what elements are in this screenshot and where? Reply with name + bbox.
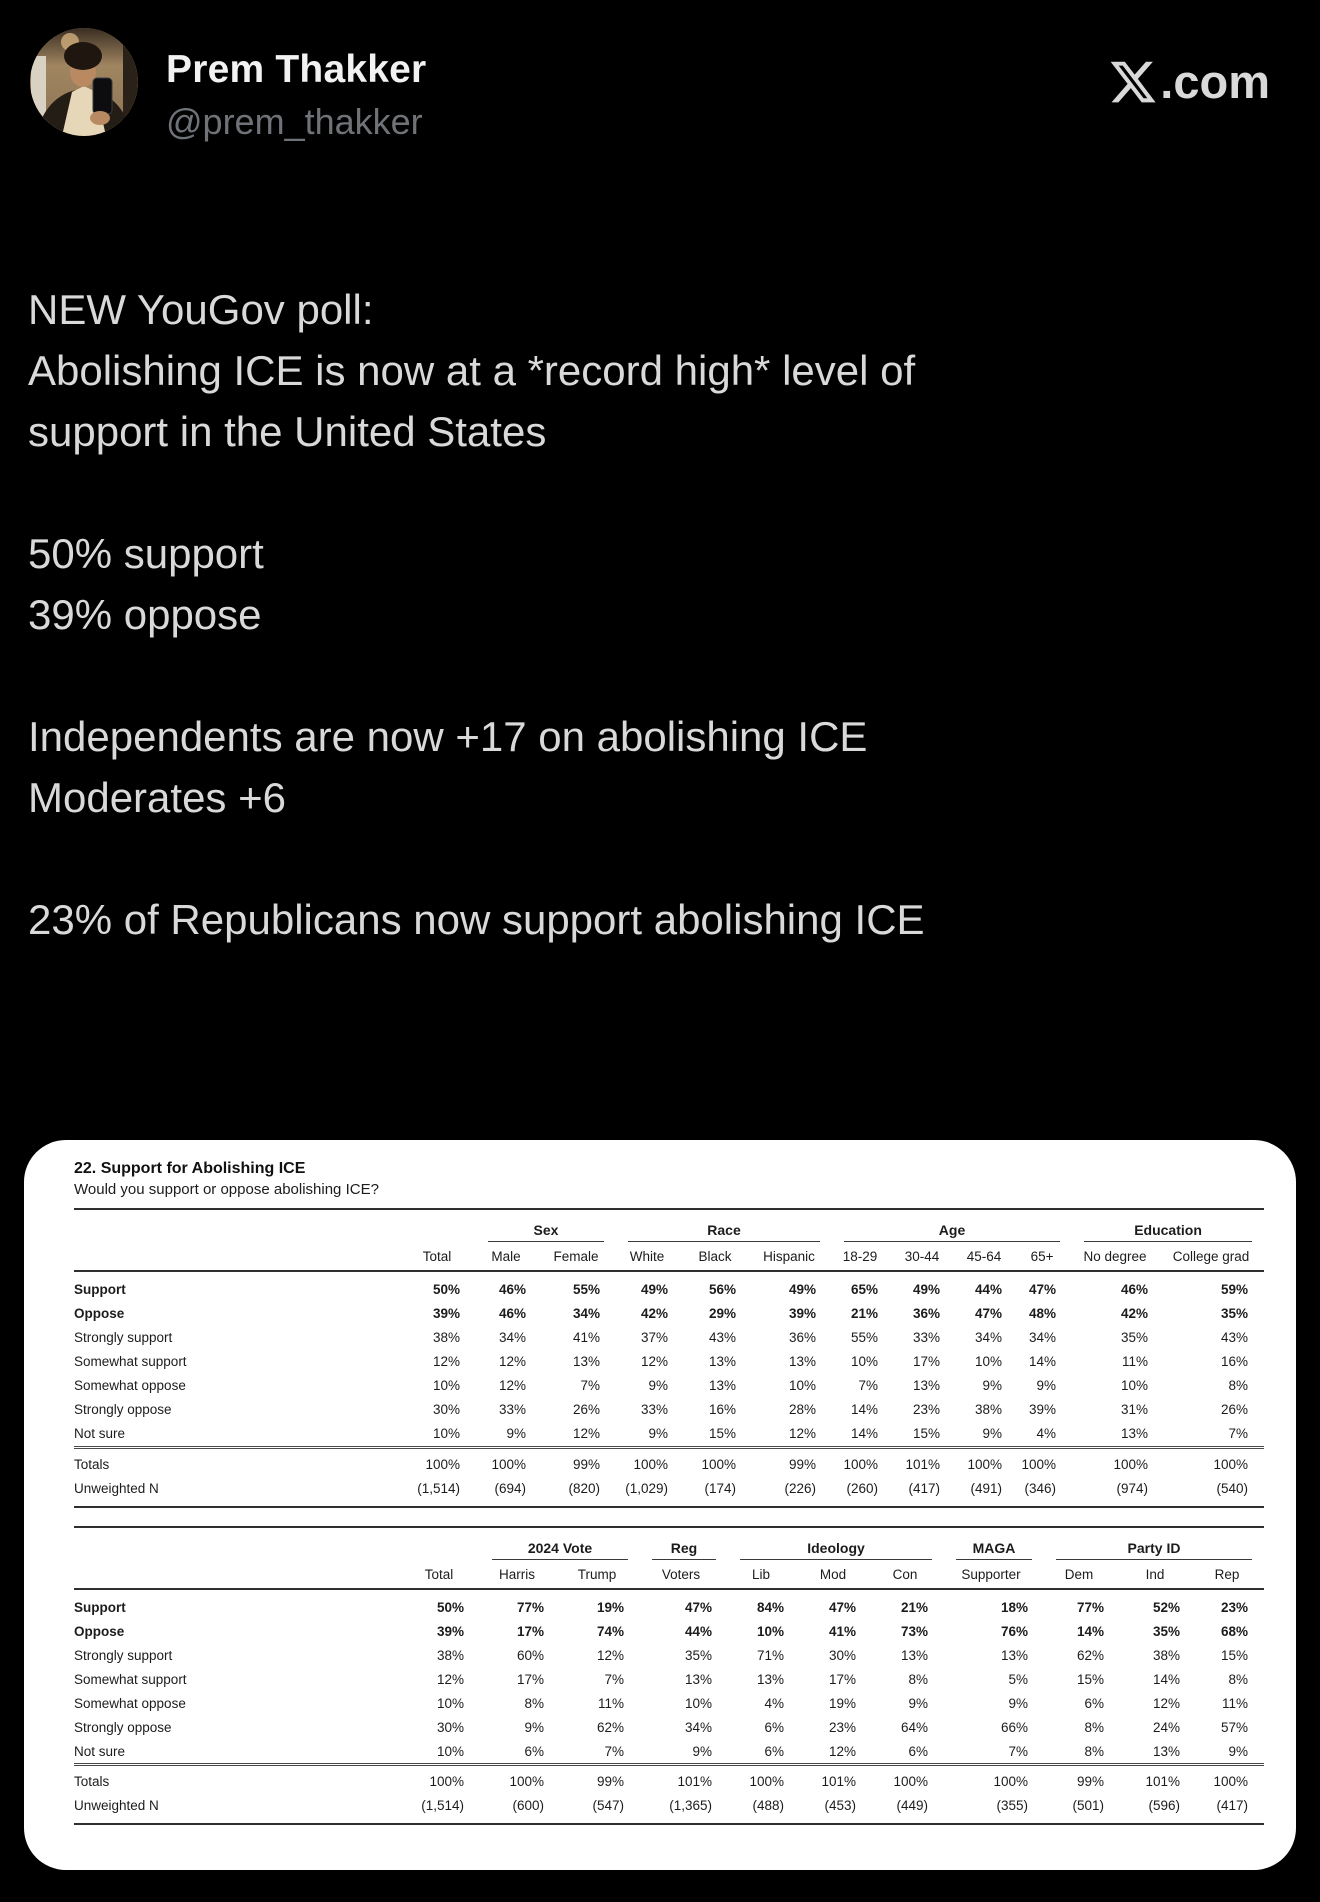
column-group-header: Sex [476,1209,616,1242]
row-label: Unweighted N [74,1476,404,1507]
row-label: Somewhat oppose [74,1695,186,1711]
table-cell: 77% [1076,1599,1104,1615]
table-cell: 101% [894,1447,956,1476]
x-logo-icon [1108,57,1158,107]
table-cell: 9% [648,1426,669,1441]
table-cell: 30% [432,1402,460,1417]
table-cell: 8% [1228,1671,1248,1687]
table-cell: 9% [524,1719,544,1735]
table-cell: 34% [498,1330,526,1345]
table-cell: 42% [1121,1306,1149,1321]
column-header: College grad [1164,1242,1264,1271]
table-cell: 14% [1152,1671,1180,1687]
table-cell: 17% [828,1671,856,1687]
column-group-spacer [404,1209,476,1242]
table-cell: 26% [572,1402,601,1417]
table-cell: 36% [912,1306,941,1321]
table-cell: 19% [596,1599,624,1615]
column-group-spacer [74,1527,404,1560]
table-cell: 35% [1121,1330,1149,1345]
table-cell: 14% [850,1402,879,1417]
column-header: Mod [800,1560,872,1589]
column-group-header: Ideology [728,1527,944,1560]
table-cell: 41% [572,1330,601,1345]
row-label: Strongly oppose [74,1719,172,1735]
row-label: Strongly support [74,1330,173,1345]
column-group-header: MAGA [944,1527,1044,1560]
table-cell: 100% [728,1765,800,1794]
table-cell: 34% [572,1306,601,1321]
table-cell: 13% [756,1671,784,1687]
table-cell: 43% [1221,1330,1249,1345]
table-cell: 52% [1152,1599,1180,1615]
table-cell: 8% [1228,1378,1249,1393]
table-cell: 12% [432,1354,460,1369]
row-label: Somewhat oppose [74,1378,186,1393]
display-name[interactable]: Prem Thakker [166,48,427,91]
column-header: Trump [560,1560,640,1589]
table-cell: (449) [872,1794,944,1825]
table-cell: 23% [828,1719,856,1735]
table-cell: 49% [640,1282,669,1297]
table-cell: 100% [684,1447,752,1476]
site-watermark [1108,54,1270,109]
row-label: Support [74,1282,126,1297]
table-cell: 17% [912,1354,941,1369]
table-cell: 66% [1000,1719,1028,1735]
table-cell: 6% [524,1743,544,1759]
table-cell: 100% [404,1447,476,1476]
table-cell: 11% [597,1695,624,1711]
table-cell: 12% [640,1354,669,1369]
table-cell: 16% [1221,1354,1249,1369]
table-cell: (491) [956,1476,1018,1507]
column-header: 30-44 [894,1242,956,1271]
table-cell: 55% [850,1330,879,1345]
table-cell: 10% [684,1695,712,1711]
table-cell: 7% [604,1743,624,1759]
table-cell: 42% [640,1306,669,1321]
table-cell: 49% [912,1282,941,1297]
table-cell: 26% [1221,1402,1249,1417]
table-cell: 100% [956,1447,1018,1476]
table-cell: 33% [498,1402,526,1417]
table-cell: 5% [1008,1671,1028,1687]
table-cell: 99% [1044,1765,1120,1794]
row-label: Somewhat support [74,1354,187,1369]
table-cell: 38% [436,1647,464,1663]
table-cell: 14% [1029,1354,1057,1369]
table-cell: 46% [498,1306,526,1321]
column-header: Black [684,1242,752,1271]
table-cell: 9% [506,1426,526,1441]
table-cell: 9% [1036,1378,1057,1393]
table-cell: (417) [1196,1794,1264,1825]
table-cell: 99% [542,1447,616,1476]
column-header: Rep [1196,1560,1264,1589]
table-cell: 38% [974,1402,1003,1417]
row-label-column-spacer [74,1242,404,1271]
table-cell: 47% [684,1599,712,1615]
tweet-text [28,218,1296,950]
column-header: 45-64 [956,1242,1018,1271]
table-cell: 100% [1018,1447,1072,1476]
table-cell: 100% [404,1765,480,1794]
table-cell: 13% [912,1378,941,1393]
table-cell: 16% [708,1402,737,1417]
tweet-line: 23% of Republicans now support abolishing ICE [28,896,925,943]
column-header: Con [872,1560,944,1589]
tweet-line: 39% oppose [28,591,262,638]
row-label: Strongly support [74,1647,173,1663]
column-header: Female [542,1242,616,1271]
table-cell: 46% [498,1282,526,1297]
table-cell: 7% [580,1378,601,1393]
table-cell: 7% [1008,1743,1028,1759]
table-cell: 21% [850,1306,879,1321]
table-cell: 38% [432,1330,460,1345]
table-cell: (260) [832,1476,894,1507]
table-cell: 10% [1121,1378,1149,1393]
table-cell: 33% [640,1402,669,1417]
table-cell: 34% [684,1719,712,1735]
table-cell: 100% [944,1765,1044,1794]
table-cell: 76% [1000,1623,1028,1639]
column-group-header: Education [1072,1209,1264,1242]
table-cell: 39% [1029,1402,1057,1417]
table-cell: 6% [764,1743,784,1759]
table-cell: 7% [1228,1426,1249,1441]
row-label: Unweighted N [74,1794,404,1825]
table-cell: 10% [788,1378,817,1393]
row-label: Not sure [74,1426,126,1441]
table-cell: 12% [572,1426,601,1441]
table-cell: 84% [756,1599,784,1615]
table-cell: (974) [1072,1476,1164,1507]
table-cell: 12% [436,1671,464,1687]
column-group-header: Age [832,1209,1072,1242]
table-cell: 17% [516,1623,544,1639]
tweet-line: Independents are now +17 on abolishing ICE [28,713,868,760]
table-cell: 50% [436,1599,464,1615]
table-cell: 13% [708,1378,737,1393]
table-cell: (453) [800,1794,872,1825]
table-cell: 7% [604,1671,624,1687]
table-cell: 10% [436,1743,464,1759]
tweet-line: 50% support [28,530,264,577]
table-cell: 47% [1029,1282,1057,1297]
table-cell: (1,514) [404,1794,480,1825]
table-cell: 13% [900,1647,928,1663]
table-cell: (540) [1164,1476,1264,1507]
table-cell: 100% [1196,1765,1264,1794]
column-header: Voters [640,1560,728,1589]
table-cell: 9% [982,1426,1003,1441]
table-cell: 12% [828,1743,856,1759]
table-cell: 10% [432,1378,460,1393]
table-cell: 9% [692,1743,712,1759]
table-cell: (355) [944,1794,1044,1825]
table-cell: 77% [516,1599,544,1615]
table-cell: 100% [616,1447,684,1476]
table-cell: 13% [1121,1426,1149,1441]
watermark-suffix: .com [1160,55,1270,108]
table-cell: 10% [432,1426,460,1441]
poll-question-title: 22. Support for Abolishing ICE [74,1160,306,1177]
row-label-column-spacer [74,1560,404,1589]
table-cell: 19% [828,1695,856,1711]
table-cell: (547) [560,1794,640,1825]
table-cell: 57% [1220,1719,1248,1735]
table-cell: (1,365) [640,1794,728,1825]
table-cell: 21% [900,1599,928,1615]
table-cell: 13% [572,1354,601,1369]
table-cell: 15% [708,1426,737,1441]
table-cell: 33% [912,1330,941,1345]
table-cell: 9% [648,1378,669,1393]
table-cell: 29% [708,1306,737,1321]
table-cell: 14% [1076,1623,1104,1639]
row-label: Totals [74,1765,404,1794]
table-cell: 8% [908,1671,928,1687]
table-cell: 15% [1076,1671,1104,1687]
table-cell: 10% [756,1623,784,1639]
table-cell: 13% [684,1671,712,1687]
table-cell: 12% [1152,1695,1180,1711]
table-cell: 12% [788,1426,817,1441]
table-cell: (694) [476,1476,542,1507]
table-cell: (1,514) [404,1476,476,1507]
table-cell: 46% [1121,1282,1149,1297]
table-cell: 9% [1008,1695,1028,1711]
table-cell: 36% [788,1330,817,1345]
table-cell: 100% [1072,1447,1164,1476]
row-label: Oppose [74,1623,125,1639]
table-cell: 24% [1152,1719,1180,1735]
table-cell: (600) [480,1794,560,1825]
table-cell: 55% [572,1282,601,1297]
table-cell: 50% [432,1282,460,1297]
table-cell: 12% [498,1354,526,1369]
poll-table [74,1526,1264,1826]
column-group-header: 2024 Vote [480,1527,640,1560]
column-header: Hispanic [752,1242,832,1271]
table-cell: 44% [974,1282,1003,1297]
table-cell: (488) [728,1794,800,1825]
column-header: Ind [1120,1560,1196,1589]
table-cell: 11% [1122,1354,1149,1369]
table-cell: 48% [1029,1306,1057,1321]
column-header: Harris [480,1560,560,1589]
table-cell: 31% [1121,1402,1149,1417]
table-cell: 100% [1164,1447,1264,1476]
table-cell: 13% [788,1354,817,1369]
poll-image-attachment[interactable] [24,1140,1296,1870]
table-cell: (226) [752,1476,832,1507]
table-cell: 41% [828,1623,856,1639]
table-cell: 15% [1220,1647,1248,1663]
poll-question-subtitle: Would you support or oppose abolishing ICE? [74,1181,379,1198]
table-cell: 73% [900,1623,928,1639]
table-cell: 18% [1000,1599,1028,1615]
table-cell: 9% [908,1695,928,1711]
table-cell: 4% [764,1695,784,1711]
table-cell: 100% [480,1765,560,1794]
column-header: Lib [728,1560,800,1589]
table-cell: 47% [828,1599,856,1615]
table-cell: 10% [436,1695,464,1711]
table-cell: 62% [1076,1647,1104,1663]
table-cell: 38% [1152,1647,1180,1663]
table-cell: 6% [764,1719,784,1735]
table-cell: 100% [872,1765,944,1794]
table-cell: 6% [1084,1695,1104,1711]
demographics-table-2 [74,1526,1254,1826]
table-cell: (596) [1120,1794,1196,1825]
table-cell: (174) [684,1476,752,1507]
table-cell: 99% [752,1447,832,1476]
table-cell: 30% [828,1647,856,1663]
table-cell: 35% [1221,1306,1249,1321]
table-cell: 100% [832,1447,894,1476]
table-cell: 101% [800,1765,872,1794]
table-cell: 13% [1152,1743,1180,1759]
row-label: Somewhat support [74,1671,187,1687]
table-cell: 9% [1228,1743,1248,1759]
table-cell: (346) [1018,1476,1072,1507]
table-cell: 8% [524,1695,544,1711]
column-header: Dem [1044,1560,1120,1589]
table-cell: 11% [1221,1695,1248,1711]
row-label: Oppose [74,1306,125,1321]
table-cell: 37% [640,1330,669,1345]
row-label: Strongly oppose [74,1402,172,1417]
table-cell: 43% [708,1330,737,1345]
column-header: Total [404,1242,476,1271]
author-block [166,48,426,143]
table-cell: (501) [1044,1794,1120,1825]
column-header: 18-29 [832,1242,894,1271]
table-cell: 39% [436,1623,464,1639]
table-cell: 39% [432,1306,460,1321]
table-cell: 34% [974,1330,1003,1345]
table-cell: 71% [756,1647,784,1663]
row-label: Support [74,1599,126,1615]
post-header [30,28,1270,140]
column-header: No degree [1072,1242,1164,1271]
table-cell: 99% [560,1765,640,1794]
column-group-header: Race [616,1209,832,1242]
table-cell: 35% [684,1647,712,1663]
poll-table [74,1208,1264,1508]
table-cell: 14% [850,1426,879,1441]
table-cell: (1,029) [616,1476,684,1507]
tweet-line: NEW YouGov poll: [28,286,374,333]
column-group-header: Party ID [1044,1527,1264,1560]
tweet-line: support in the United States [28,408,547,455]
table-cell: 44% [684,1623,712,1639]
table-cell: 9% [982,1378,1003,1393]
handle[interactable]: @prem_thakker [166,101,423,142]
table-cell: 47% [974,1306,1003,1321]
table-cell: 13% [708,1354,737,1369]
table-cell: 8% [1084,1743,1104,1759]
table-cell: 4% [1036,1426,1057,1441]
tweet-line: Moderates +6 [28,774,286,821]
table-cell: 100% [476,1447,542,1476]
table-cell: 65% [850,1282,879,1297]
table-cell: 56% [708,1282,737,1297]
table-cell: 17% [516,1671,544,1687]
demographics-table-1 [74,1208,1254,1508]
column-header: Male [476,1242,542,1271]
table-cell: 101% [640,1765,728,1794]
table-cell: 23% [1220,1599,1248,1615]
table-cell: 7% [858,1378,879,1393]
table-cell: 12% [596,1647,624,1663]
table-cell: 23% [912,1402,941,1417]
column-group-spacer [404,1527,480,1560]
table-cell: 15% [912,1426,941,1441]
table-cell: 10% [974,1354,1003,1369]
column-header: 65+ [1018,1242,1072,1271]
table-cell: (417) [894,1476,956,1507]
table-cell: 8% [1084,1719,1104,1735]
table-cell: 49% [788,1282,817,1297]
table-cell: 59% [1221,1282,1249,1297]
table-cell: 12% [498,1378,526,1393]
column-group-spacer [74,1209,404,1242]
avatar[interactable] [30,28,138,136]
table-cell: 13% [1000,1647,1028,1663]
table-cell: 101% [1120,1765,1196,1794]
tweet-line: Abolishing ICE is now at a *record high* level of [28,347,916,394]
column-header: White [616,1242,684,1271]
column-header: Supporter [944,1560,1044,1589]
table-cell: 34% [1029,1330,1057,1345]
table-cell: 30% [436,1719,464,1735]
table-cell: 6% [908,1743,928,1759]
table-cell: 60% [516,1647,544,1663]
avatar-image [30,28,138,136]
table-cell: 10% [850,1354,879,1369]
table-cell: 74% [596,1623,624,1639]
row-label: Not sure [74,1743,126,1759]
table-cell: 62% [596,1719,624,1735]
table-cell: 64% [900,1719,928,1735]
table-cell: 28% [788,1402,817,1417]
row-label: Totals [74,1447,404,1476]
table-cell: 68% [1220,1623,1248,1639]
column-header: Total [404,1560,480,1589]
table-cell: 39% [788,1306,817,1321]
column-group-header: Reg [640,1527,728,1560]
table-cell: 35% [1152,1623,1180,1639]
table-cell: (820) [542,1476,616,1507]
